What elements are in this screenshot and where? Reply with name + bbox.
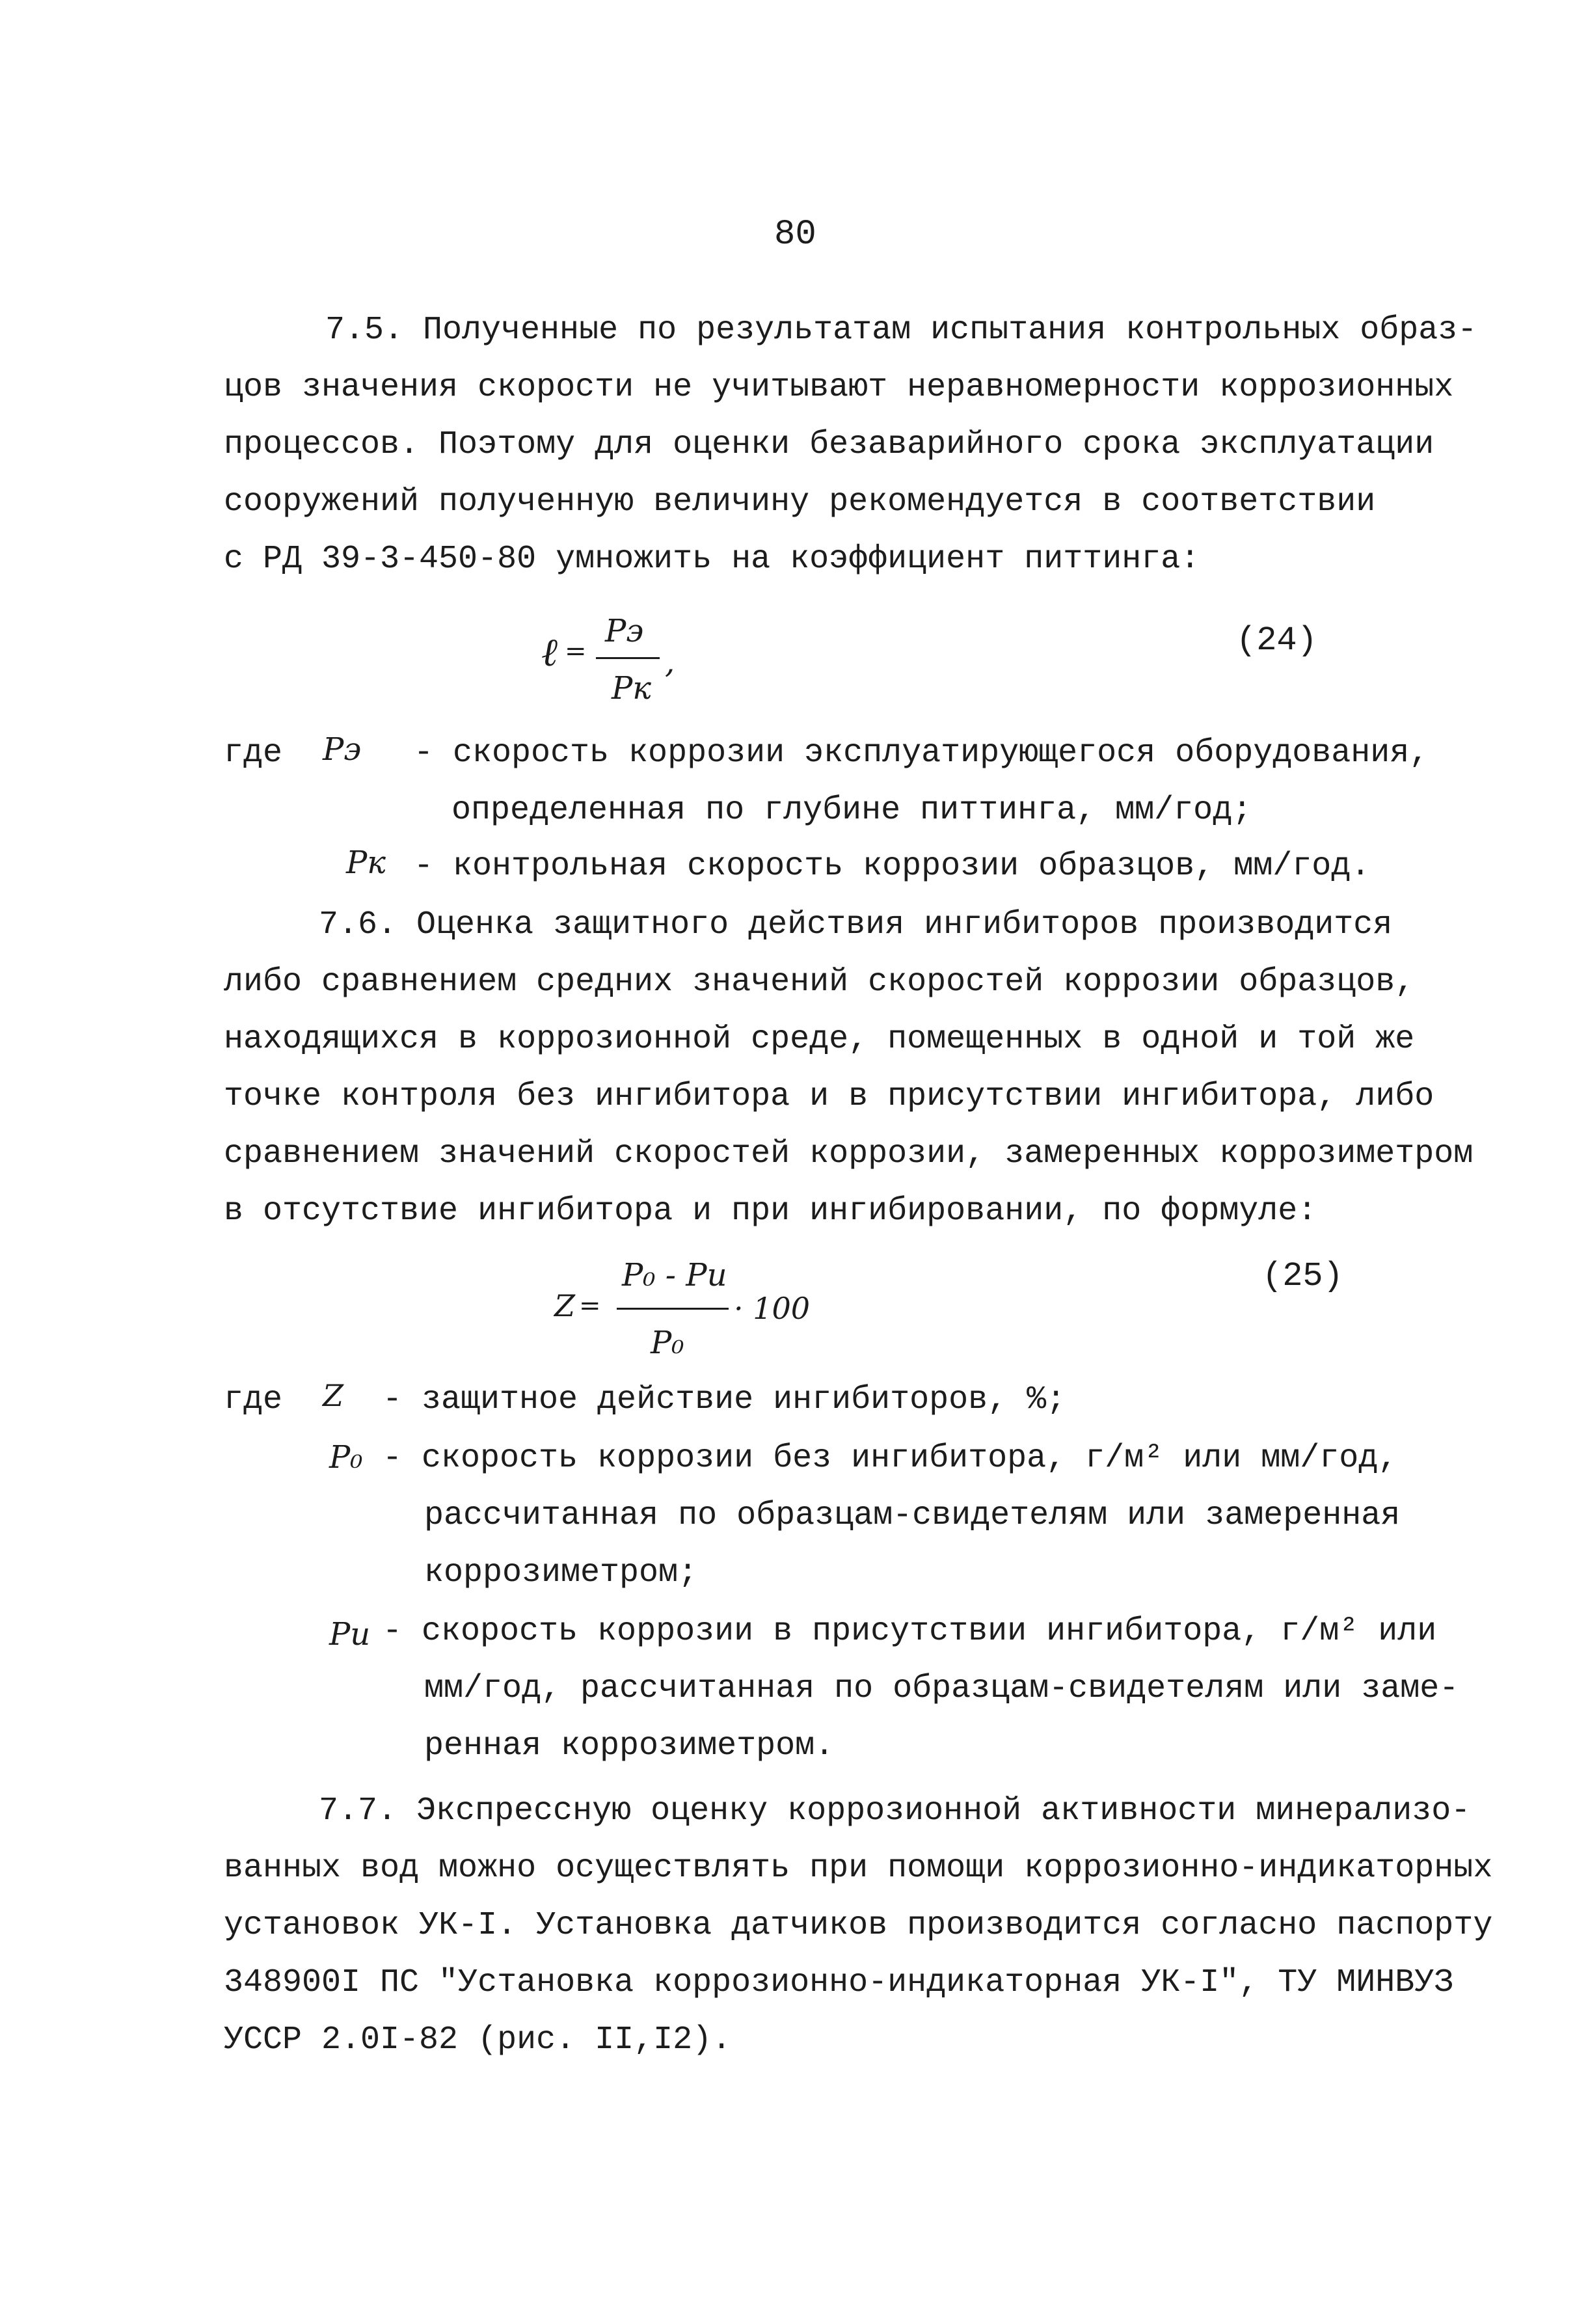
formula-multiplier: · 100	[734, 1291, 811, 1326]
text-line: сравнением значений скоростей коррозии, замеренных коррозиметром	[224, 1135, 1474, 1172]
text-line: 7.7. Экспрессную оценку коррозионной активности минерализо-	[319, 1792, 1471, 1830]
where-label: где	[224, 735, 283, 772]
symbol: Z	[323, 1378, 343, 1413]
symbol: Pк	[346, 844, 386, 881]
text-line: - защитное действие ингибиторов, %;	[383, 1381, 1066, 1418]
fraction-bar	[617, 1308, 729, 1310]
text-line: сооружений полученную величину рекомендуется в соответствии	[224, 483, 1376, 520]
text-line: 7.6. Оценка защитного действия ингибиторов производится	[319, 906, 1393, 943]
text-line: ванных вод можно осуществлять при помощи коррозионно-индикаторных	[224, 1850, 1493, 1887]
formula-equals: =	[565, 636, 587, 666]
formula-numerator: Pэ	[605, 613, 644, 649]
page-number: 80	[774, 215, 816, 254]
symbol: Pэ	[323, 731, 362, 768]
text-line: с РД 39-3-450-80 умножить на коэффициент питтинга:	[224, 541, 1200, 578]
text-line: точке контроля без ингибитора и в присутствии ингибитора, либо	[224, 1078, 1434, 1115]
equation-number: (25)	[1262, 1257, 1343, 1295]
text-line: процессов. Поэтому для оценки безаварийного срока эксплуатации	[224, 426, 1434, 463]
formula-lhs: Z	[554, 1288, 575, 1323]
text-line: - контрольная скорость коррозии образцов, мм/год.	[414, 848, 1371, 885]
text-line: мм/год, рассчитанная по образцам-свидетелям или заме-	[424, 1670, 1459, 1707]
symbol: Pи	[329, 1616, 371, 1653]
formula-denominator: Pк	[612, 670, 651, 707]
where-label: где	[224, 1381, 283, 1418]
text-line: 7.5. Полученные по результатам испытания контрольных образ-	[325, 312, 1477, 349]
text-line: установок УК-I. Установка датчиков производится согласно паспорту	[224, 1907, 1493, 1944]
equation-number: (24)	[1236, 621, 1317, 660]
text-line: коррозиметром;	[424, 1554, 698, 1591]
text-line: находящихся в коррозионной среде, помещенных в одной и той же	[224, 1021, 1415, 1058]
formula-equals: =	[579, 1291, 601, 1321]
symbol: P₀	[329, 1439, 363, 1476]
text-line: УССР 2.0I-82 (рис. II,I2).	[224, 2021, 732, 2059]
text-line: 348900I ПС "Установка коррозионно-индикаторная УК-I", ТУ МИНВУЗ	[224, 1964, 1454, 2001]
text-line: - скорость коррозии эксплуатирующегося оборудования,	[414, 735, 1429, 772]
formula-numerator: P₀ - Pи	[622, 1257, 727, 1293]
text-line: - скорость коррозии в присутствии ингибитора, г/м² или	[383, 1613, 1437, 1650]
formula-denominator: P₀	[651, 1325, 684, 1361]
text-line: определенная по глубине питтинга, мм/год;	[451, 792, 1252, 829]
text-line: ренная коррозиметром.	[424, 1727, 835, 1764]
text-line: либо сравнением средних значений скоростей коррозии образцов,	[224, 964, 1415, 1001]
formula-lhs: ℓ	[541, 630, 558, 675]
text-line: рассчитанная по образцам-свидетелям или замеренная	[424, 1497, 1401, 1534]
text-line: цов значения скорости не учитывают неравномерности коррозионных	[224, 369, 1454, 406]
text-line: - скорость коррозии без ингибитора, г/м² или мм/год,	[383, 1440, 1398, 1477]
text-line: в отсутствие ингибитора и при ингибировании, по формуле:	[224, 1193, 1317, 1230]
fraction-bar	[596, 657, 660, 659]
formula-comma: ,	[665, 644, 675, 681]
